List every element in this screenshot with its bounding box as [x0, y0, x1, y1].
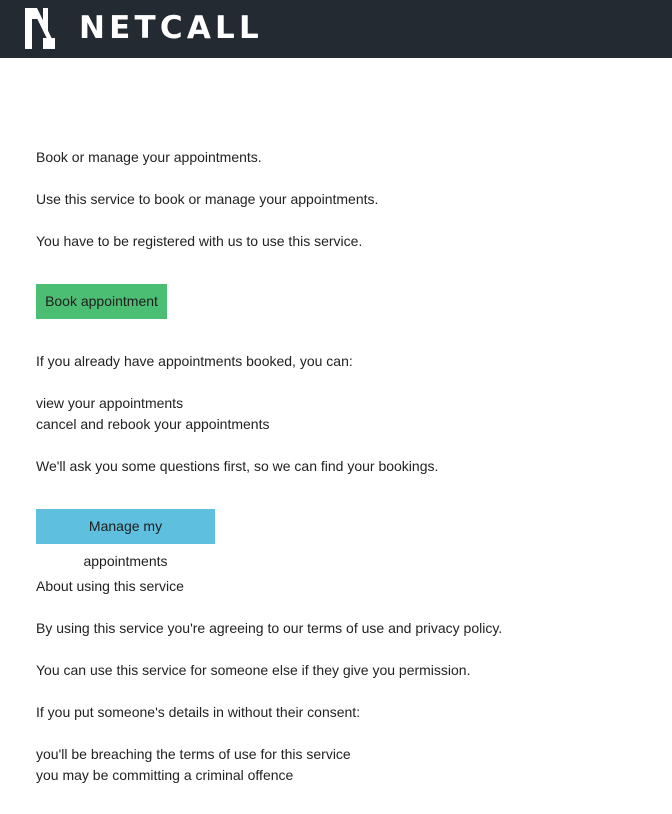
page-heading: Book or manage your appointments.: [36, 149, 262, 165]
consent-intro: If you put someone's details in without their consent:: [36, 704, 361, 720]
book-appointment-button[interactable]: Book appointment: [36, 284, 167, 319]
list-item-cancel-rebook: cancel and rebook your appointments: [36, 416, 270, 432]
manage-appointments-button[interactable]: Manage my appointments: [36, 509, 215, 544]
list-item-view-appointments: view your appointments: [36, 395, 184, 411]
permission-note: You can use this service for someone else if they give you permission.: [36, 662, 471, 678]
list-item-breaching-terms: you'll be breaching the terms of use for this service: [36, 746, 351, 762]
brand-name: NETCALL: [79, 10, 263, 46]
brand-logo[interactable]: [22, 5, 263, 51]
questions-note: We'll ask you some questions first, so we can find your bookings.: [36, 458, 439, 474]
list-item-criminal-offence: you may be committing a criminal offence: [36, 767, 294, 783]
netcall-n-logo-icon: [22, 5, 58, 51]
site-header: [0, 0, 672, 58]
about-heading: About using this service: [36, 578, 184, 594]
registration-note: You have to be registered with us to use this service.: [36, 233, 363, 249]
terms-agreement: By using this service you're agreeing to our terms of use and privacy policy.: [36, 620, 503, 636]
manage-intro: If you already have appointments booked, you can:: [36, 353, 353, 369]
service-description: Use this service to book or manage your appointments.: [36, 191, 379, 207]
